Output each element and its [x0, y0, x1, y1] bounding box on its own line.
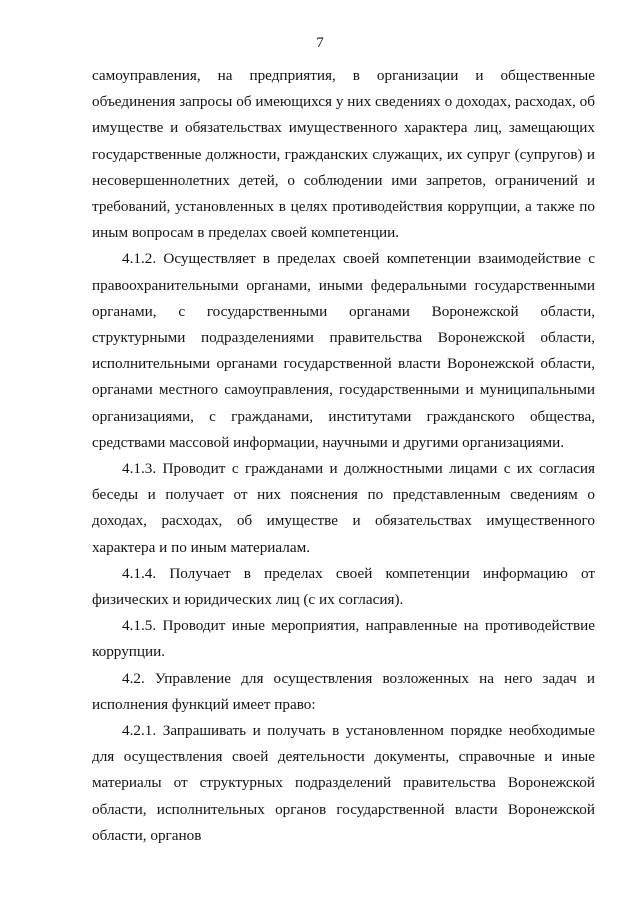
paragraph-4-2-1: 4.2.1. Запрашивать и получать в установленном порядке необходимые для осуществления своей деятельности документы, справочные и иные материалы от структурных подразделений правительства Воронежской области, исполнительных органов государственной власти Воронежской области, органов [92, 722, 595, 844]
paragraph-4-1-3: 4.1.3. Проводит с гражданами и должностными лицами с их согласия беседы и получает от них пояснения по представленным сведениям о доходах, расходах, об имуществе и обязательствах имущественного характера и по иным материалам. [92, 460, 595, 556]
paragraph-continuation: самоуправления, на предприятия, в организации и общественные объединения запросы об имеющихся у них сведениях о доходах, расходах, об имуществе и обязательствах имущественного характера лиц, замещающих государственные должности, гражданских служащих, их супруг (супругов) и несовершеннолетних детей, о соблюдении ими запретов, ограничений и требований, установленных в целях противодействия коррупции, а также по иным вопросам в пределах своей компетенции. [92, 67, 595, 242]
paragraph-4-1-4: 4.1.4. Получает в пределах своей компетенции информацию от физических и юридических лиц (с их согласия). [92, 564, 595, 609]
document-body [92, 63, 595, 849]
page-number: 7 [316, 35, 324, 51]
paragraph-4-1-5: 4.1.5. Проводит иные мероприятия, направленные на противодействие коррупции. [92, 617, 595, 661]
paragraph-4-1-2: 4.1.2. Осуществляет в пределах своей компетенции взаимодействие с правоохранительными органами, иными федеральными государственными органами, с государственными органами Воронежской области, структурными подразделениями правительства Воронежской области, исполнительными органами государственной власти Воронежской области, органами местного самоуправления, государственными и муниципальными организациями, с гражданами, институтами гражданского общества, средствами массовой информации, научными и другими организациями. [92, 250, 595, 451]
paragraph-4-2: 4.2. Управление для осуществления возложенных на него задач и исполнения функций имеет право: [92, 669, 595, 713]
